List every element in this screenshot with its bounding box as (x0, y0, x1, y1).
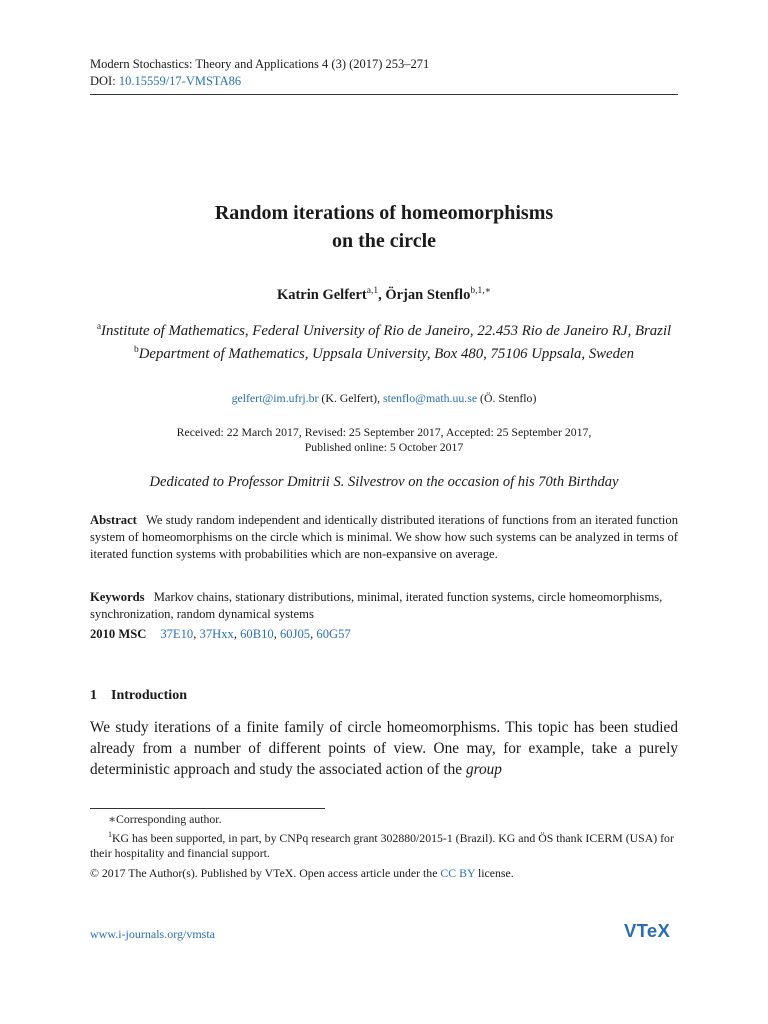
email-link-gelfert[interactable]: gelfert@im.ufrj.br (231, 391, 319, 405)
footnote-funding-mark: 1 (108, 830, 112, 839)
msc-separator: , (273, 627, 280, 641)
dates-line-1: Received: 22 March 2017, Revised: 25 September 2017, Accepted: 25 September 2017, (176, 425, 592, 439)
author-1-affil: a,1 (366, 286, 379, 296)
author-emails (0, 391, 768, 406)
doi-line (90, 73, 429, 90)
author-2-affil: b,1,∗ (470, 286, 492, 296)
vtex-logo: VTeX (624, 920, 671, 941)
author-1: Katrin Gelfert (276, 286, 367, 303)
paper-title (0, 199, 768, 255)
footnote-funding (90, 827, 678, 862)
msc-separator: , (193, 627, 200, 641)
affiliation-b-mark: b (134, 345, 139, 356)
header-divider (90, 94, 678, 95)
msc-code-link[interactable]: 60B10 (240, 627, 274, 641)
msc-label: 2010 MSC (90, 627, 147, 641)
license-link[interactable]: CC BY (440, 866, 476, 880)
copyright-suffix: license. (475, 866, 514, 880)
abstract-text: We study random independent and identically distributed iterations of functions from an iterated function system of homeomorphisms on the circle which is minimal. We show how such systems can be analyzed in terms of iterated function systems with probabilities which are non-expansive on average. (90, 513, 678, 561)
footnote-corresponding: ∗Corresponding author. (108, 812, 222, 826)
copyright-text: © 2017 The Author(s). Published by VTeX. Open access article under the (90, 866, 441, 880)
intro-emphasis: group (465, 761, 502, 779)
keywords-text: Markov chains, stationary distributions, minimal, iterated function systems, circle homeomorphisms, synchronization, random dynamical systems (90, 590, 663, 621)
msc-separator: , (310, 627, 317, 641)
affiliation-b (90, 341, 678, 364)
publication-dates (0, 425, 768, 455)
dates-line-2: Published online: 5 October 2017 (304, 440, 464, 454)
email-name-1: (K. Gelfert), (318, 391, 383, 405)
journal-header (90, 56, 429, 90)
doi-label: DOI: (90, 74, 119, 88)
journal-citation: Modern Stochastics: Theory and Applications 4 (3) (2017) 253–271 (90, 57, 430, 71)
author-separator: , (378, 286, 386, 303)
affiliation-a-mark: a (96, 322, 102, 332)
author-2: Örjan Stenflo (385, 286, 471, 303)
affiliation-b-text: Department of Mathematics, Uppsala University, Box 480, 75106 Uppsala, Sweden (138, 346, 634, 363)
msc-separator: , (233, 627, 241, 641)
affiliations (90, 318, 678, 365)
keywords-label: Keywords (90, 590, 145, 604)
section-number: 1 (90, 688, 97, 703)
section-heading (90, 688, 187, 704)
msc-classification (90, 627, 678, 642)
intro-text: We study iterations of a finite family of circle homeomorphisms. This topic has been studied already from a number of different points of view. One may, for example, take a purely deterministic approach and study the associated action of the (90, 719, 678, 779)
affiliation-a (90, 318, 678, 341)
author-list (0, 285, 768, 304)
intro-paragraph (90, 717, 678, 781)
section-title: Introduction (111, 688, 187, 703)
email-link-stenflo[interactable]: stenflo@math.uu.se (382, 391, 478, 405)
msc-code-link[interactable]: 60G57 (316, 627, 351, 641)
footnote-funding-text: KG has been supported, in part, by CNPq research grant 302880/2015-1 (Brazil). KG and ÖS thank ICERM (USA) for their hospitality and financial support. (90, 830, 674, 861)
affiliation-a-text: Institute of Mathematics, Federal University of Rio de Janeiro, 22.453 Rio de Janeiro RJ, Brazil (101, 322, 672, 339)
keywords (90, 589, 678, 623)
msc-code-link[interactable]: 37Hxx (199, 627, 234, 641)
msc-code-link[interactable]: 37E10 (160, 627, 194, 641)
copyright-notice (90, 866, 514, 881)
doi-link[interactable]: 10.15559/17-VMSTA86 (118, 74, 242, 88)
msc-code-link[interactable]: 60J05 (280, 627, 311, 641)
email-name-2: (Ö. Stenflo) (477, 391, 537, 405)
abstract-label: Abstract (90, 513, 137, 527)
journal-url-link[interactable]: www.i-journals.org/vmsta (90, 927, 215, 941)
footnote-divider (90, 808, 325, 809)
title-line-2: on the circle (331, 230, 437, 252)
abstract (90, 512, 678, 563)
title-line-1: Random iterations of homeomorphisms (214, 202, 554, 224)
dedication: Dedicated to Professor Dmitrii S. Silvestrov on the occasion of his 70th Birthday (149, 474, 619, 490)
